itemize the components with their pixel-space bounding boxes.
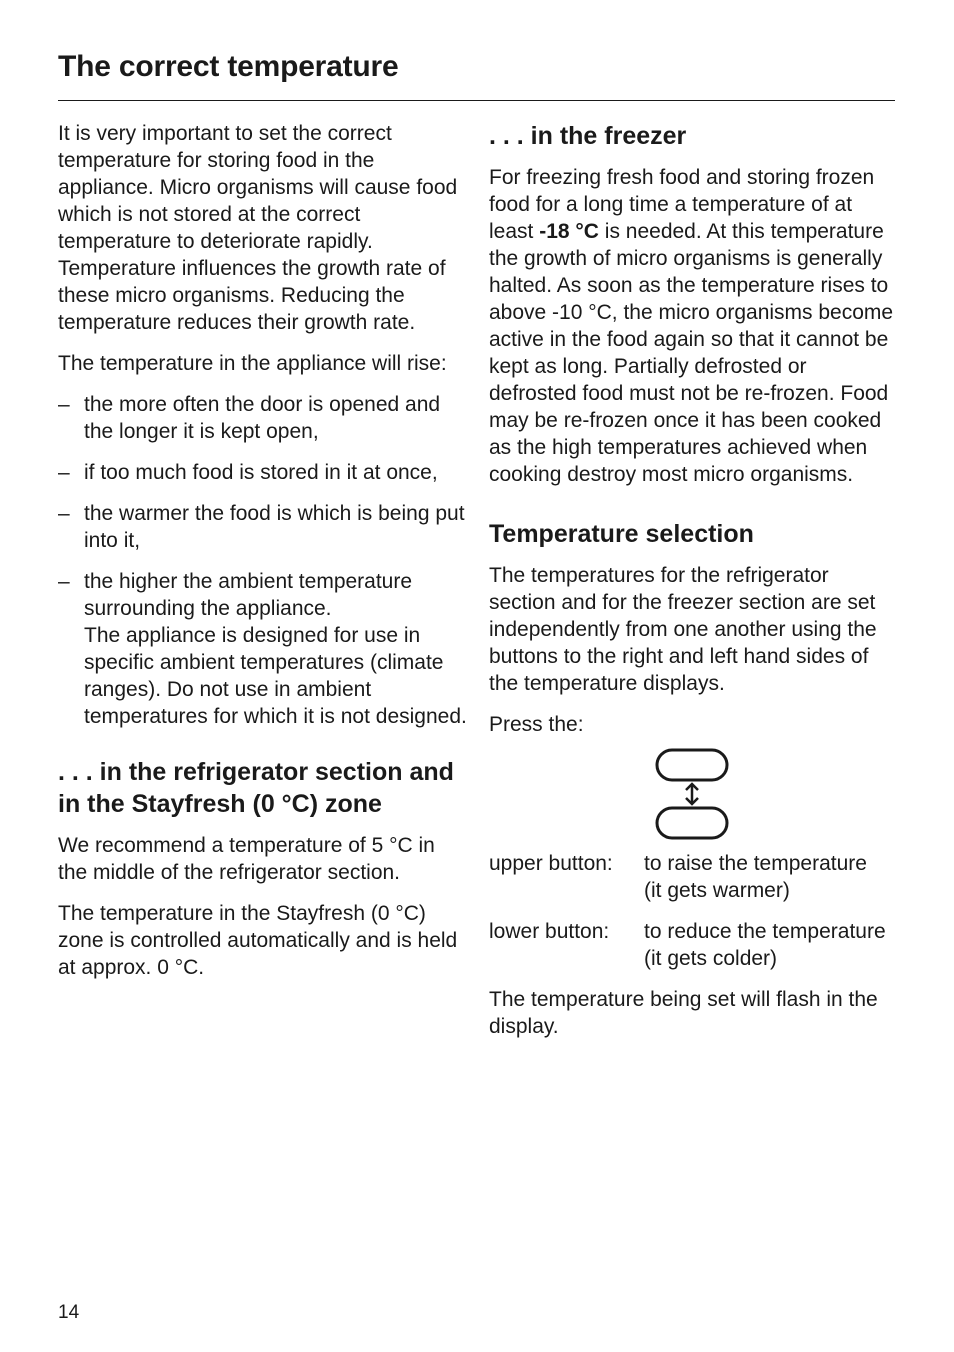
lower-button-label: lower button:	[489, 920, 610, 943]
list-item	[58, 568, 468, 730]
right-column	[489, 120, 899, 1054]
list-item-note: The appliance is designed for use in specific ambient temperatures (climate ranges). Do not use in ambient temperatures for which it is not designed.	[84, 624, 467, 728]
list-item-text: the warmer the food is which is being put into it,	[84, 502, 465, 552]
selection-paragraph: The temperatures for the refrigerator section and for the freezer section are set independently from one another using the buttons to the right and left hand sides of the temperature displays.	[489, 564, 877, 695]
freezer-paragraph	[489, 164, 899, 488]
page-number: 14	[58, 1302, 80, 1323]
upper-button-desc	[644, 850, 899, 904]
fridge-heading: . . . in the refrigerator section and in the Stayfresh (0 °C) zone	[58, 758, 454, 818]
title-rule	[58, 100, 895, 101]
dash-bullet: –	[58, 570, 70, 593]
page-title: The correct temperature	[58, 50, 399, 83]
list-item	[58, 459, 468, 486]
list-item	[58, 500, 468, 554]
upper-button-row	[489, 850, 899, 904]
lower-button-row	[489, 918, 899, 972]
dash-bullet: –	[58, 502, 70, 525]
list-item-text: the more often the door is opened and the longer it is kept open,	[84, 393, 441, 443]
temperature-buttons-illustration	[489, 746, 899, 846]
press-the-label: Press the:	[489, 713, 584, 736]
list-item	[58, 391, 468, 445]
fridge-paragraph-1: We recommend a temperature of 5 °C in the middle of the refrigerator section.	[58, 834, 435, 884]
upper-desc-line-1: to raise the temperature	[644, 852, 867, 875]
selection-heading: Temperature selection	[489, 520, 754, 548]
rise-list	[58, 391, 468, 730]
lower-button-shape	[657, 808, 727, 838]
lower-desc-line-2: (it gets colder)	[644, 947, 778, 970]
list-item-text: the higher the ambient temperature surrounding the appliance.	[84, 570, 413, 620]
list-item-text: if too much food is stored in it at once,	[84, 461, 438, 484]
intro-paragraph: It is very important to set the correct temperature for storing food in the appliance. Micro organisms will cause food which is not stored at the correct temperature to deteriorate rapidly. Temperature influences the growth rate of these micro organisms. Reducing the temperature reduces their growth rate.	[58, 122, 458, 334]
flash-paragraph: The temperature being set will flash in the display.	[489, 988, 878, 1038]
freezer-heading: . . . in the freezer	[489, 122, 687, 150]
freezer-temp-value: -18 °C	[539, 220, 599, 243]
freezer-text-end: is needed. At this temperature the growth of micro organisms is generally halted. As soon as the temperature rises to above -10 °C, the micro organisms become active in the food again so that it cannot be kept as long. Partially defrosted or defrosted food must not be re-frozen. Food may be re-frozen once it has been cooked as the high temperatures achieved when cooking destroy most micro organisms.	[489, 220, 894, 486]
rise-intro: The temperature in the appliance will rise:	[58, 352, 447, 375]
up-down-buttons-icon	[649, 746, 739, 846]
upper-button-label: upper button:	[489, 852, 613, 875]
lower-button-desc	[644, 918, 899, 972]
lower-desc-line-1: to reduce the temperature	[644, 920, 886, 943]
left-column	[58, 120, 468, 995]
dash-bullet: –	[58, 461, 70, 484]
freezer-text-start: For freezing fresh food and storing frozen food for a long time a temperature of at least	[489, 166, 875, 243]
upper-desc-line-2: (it gets warmer)	[644, 879, 790, 902]
dash-bullet: –	[58, 393, 70, 416]
fridge-paragraph-2: The temperature in the Stayfresh (0 °C) zone is controlled automatically and is held at approx. 0 °C.	[58, 902, 458, 979]
upper-button-shape	[657, 750, 727, 780]
